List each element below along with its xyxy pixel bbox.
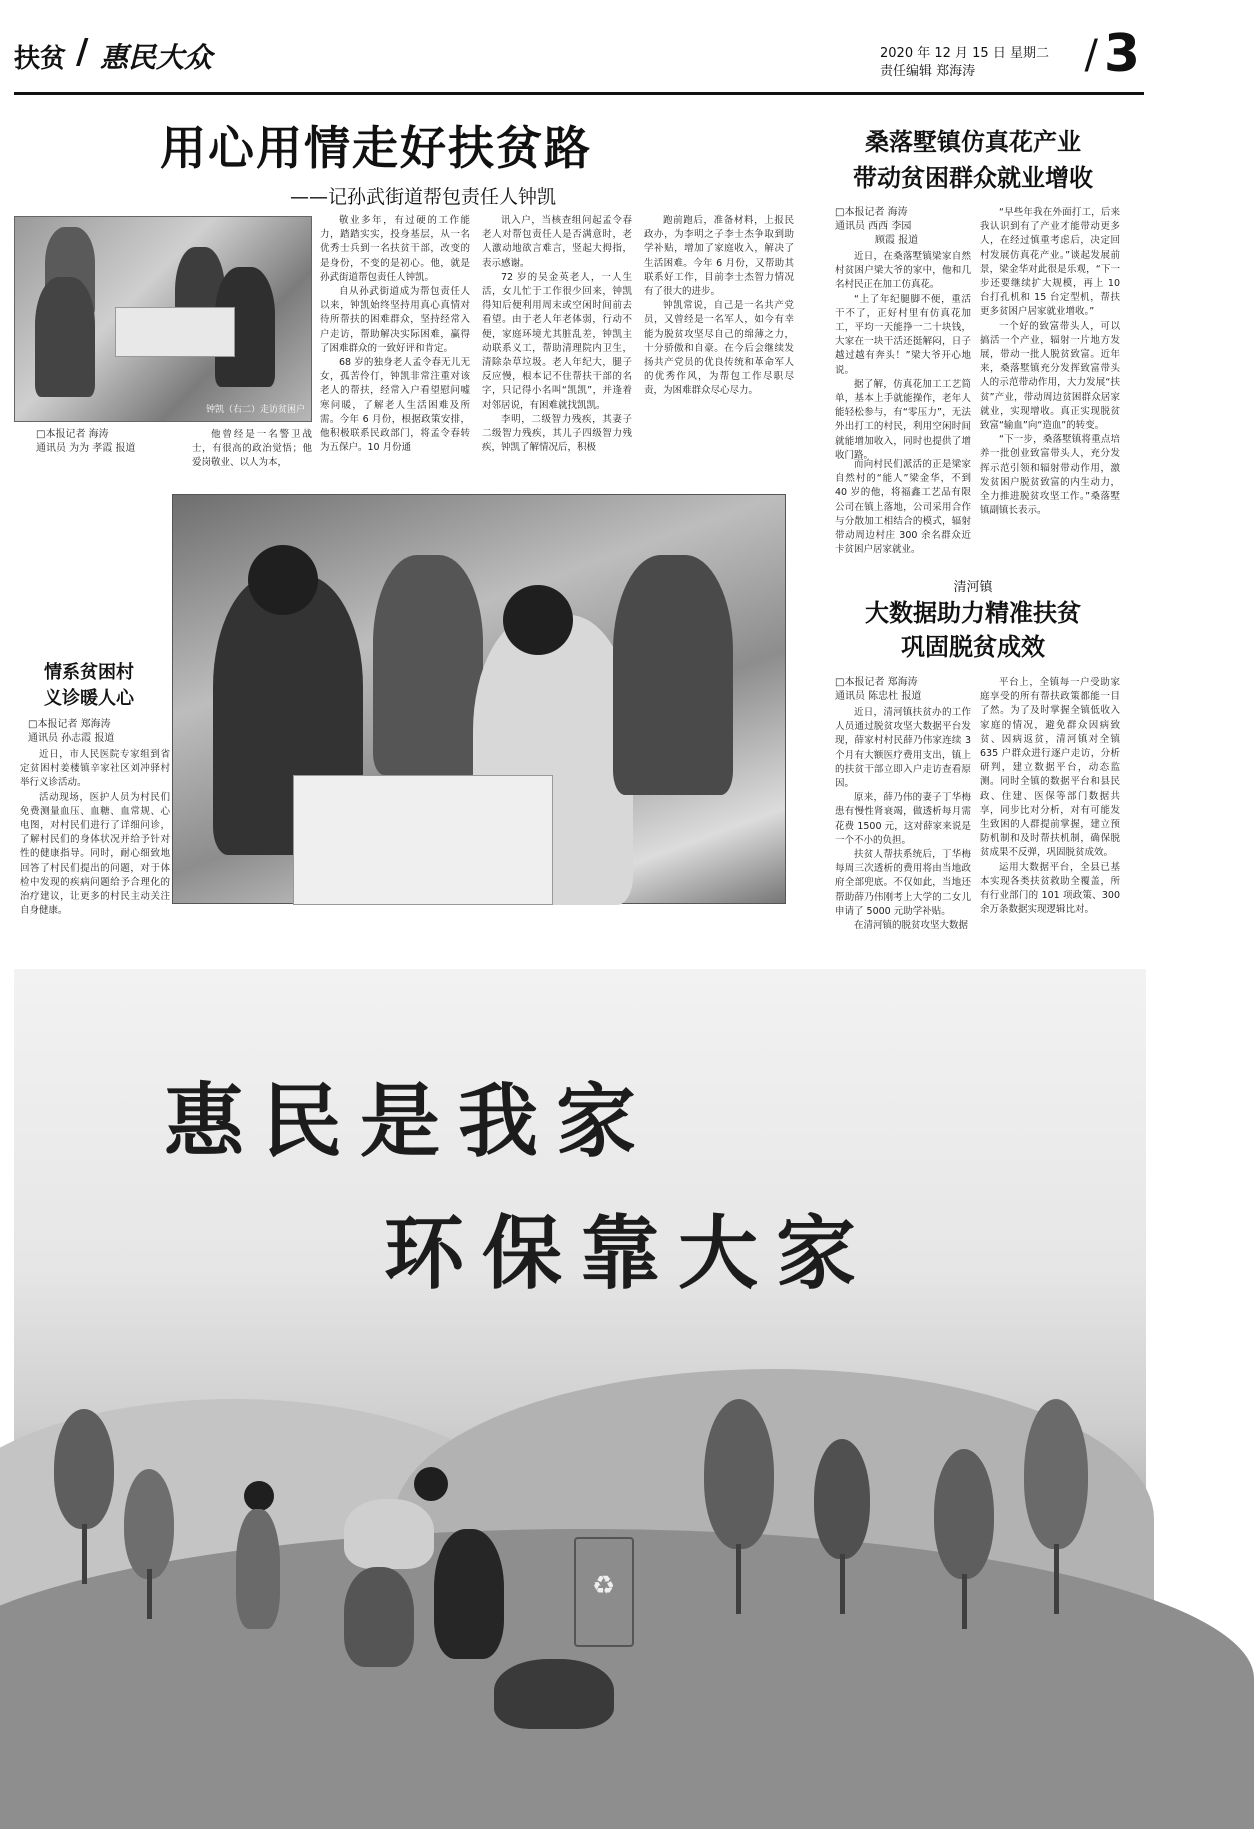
main-byline — [36, 428, 186, 456]
issue-editor: 责任编辑 郑海涛 — [880, 64, 976, 79]
paragraph: 讯入户，当核查组问起孟令春老人对帮包责任人是否满意时，老人激动地欲言难言，竖起大拇指，表示感谢。 — [482, 215, 632, 269]
photo-figure — [373, 555, 483, 775]
headline-line: 大数据助力精准扶贫 — [865, 599, 1081, 627]
person-head — [414, 1467, 448, 1501]
header-rule — [14, 92, 1144, 95]
paragraph: “下一步，桑落墅镇将重点培养一批创业致富带头人，充分发挥示范引领和辐射带动作用，激发贫困户脱贫致富的内生动力，全力推进脱贫攻坚工作。”桑落墅镇副镇长表示。 — [980, 434, 1120, 517]
photo-head — [503, 585, 573, 655]
photo-table — [115, 307, 235, 357]
right-article-1-column-c — [980, 206, 1120, 548]
right-article-1-headline — [828, 124, 1118, 196]
tree-trunk — [147, 1569, 152, 1619]
paragraph: 扶贫人帮扶系统后，丁华梅每周三次透析的费用将由当地政府全部兜底。不仅如此，当地还帮助薛乃伟刚考上大学的二女儿申请了 5000 元助学补贴。 — [835, 849, 971, 917]
paragraph: 近日，市人民医院专家组到省定贫困村姜楼镇辛家社区刘冲驿村举行义诊活动。 — [20, 749, 170, 789]
right-article-2-column-b — [980, 676, 1120, 934]
byline-correspondent: 通讯员 孙志霞 报道 — [28, 733, 115, 744]
headline-line: 情系贫困村 — [44, 662, 134, 683]
byline-reporter: □本报记者 郑海涛 — [835, 677, 918, 688]
main-photo — [14, 216, 312, 422]
tree-trunk — [82, 1524, 87, 1584]
headline-line: 义诊暖人心 — [44, 688, 134, 709]
left-article-body — [20, 748, 170, 917]
tree-trunk — [840, 1554, 845, 1614]
byline-correspondent: 通讯员 西西 李园 — [835, 221, 912, 232]
right-article-2-kicker: 清河镇 — [953, 580, 993, 595]
byline-correspondent: 通讯员 为为 孝霞 报道 — [36, 443, 136, 454]
poster-slogan-line-2: 环保靠大家 — [384, 1206, 874, 1300]
paragraph: 在清河镇的脱贫攻坚大数据 — [854, 920, 969, 932]
tree — [1024, 1399, 1088, 1549]
tree — [814, 1439, 870, 1559]
tree-trunk — [962, 1574, 967, 1629]
right-article-1-byline — [835, 206, 971, 248]
main-column-1: 他曾经是一名警卫战士，有很高的政治觉悟；他爱岗敬业、以人为本， — [192, 429, 312, 469]
photo-head — [248, 545, 318, 615]
adult-figure — [344, 1567, 414, 1667]
adult-figure — [344, 1499, 434, 1569]
tree — [54, 1409, 114, 1529]
clinic-photo — [172, 494, 786, 904]
paragraph: 敬业多年，有过硬的工作能力，踏踏实实，投身基层，从一名优秀士兵到一名扶贫干部，改变的是身份，不变的是初心。他，就是孙武街道帮包责任人钟凯。 — [320, 215, 470, 283]
headline-line: 带动贫困群众就业增收 — [853, 164, 1093, 192]
page-number: 3 — [1103, 24, 1140, 84]
left-article-byline — [28, 718, 168, 746]
paragraph: 近日，在桑落墅镇梁家自然村贫困户梁大爷的家中，他和几名村民正在加工仿真花。 — [835, 251, 971, 291]
right-article-1-column-a — [835, 250, 971, 461]
main-column-2 — [320, 214, 470, 484]
paragraph: 钟凯常说，自己是一名共产党员，又曾经是一名军人，如今有幸能为脱贫攻坚尽自己的绵薄之力，十分骄傲和自豪。在今后会继续发扬共产党员的优良传统和革命军人的优秀作风，为帮包工作尽职尽责，为困难群众尽心尽力。 — [644, 300, 794, 397]
photo-figure — [35, 277, 95, 397]
child-figure — [236, 1509, 280, 1629]
tree — [124, 1469, 174, 1579]
tree — [934, 1449, 994, 1579]
masthead — [14, 24, 1144, 86]
paragraph: 一个好的致富带头人，可以搞活一个产业，辐射一片地方发展，带动一批人脱贫致富。近年来，桑落墅镇充分发挥致富带头人的示范带动作用，大力发展“扶贫”产业，带动周边贫困群众居家就业，实现增收。真正实现脱贫致富“输血”向“造血”的转变。 — [980, 320, 1120, 432]
paragraph: 据了解，仿真花加工工艺简单，基本上手就能操作，老年人能轻松参与，有“零压力”，无法外出打工的村民，利用空闲时间就能增加收入，同时也提供了增收门路。 — [835, 378, 971, 461]
poster-slogan-line-1: 惠民是我家 — [164, 1074, 654, 1168]
byline-correspondent: 顾霞 报道 — [875, 235, 919, 246]
byline-reporter: □本报记者 郑海涛 — [28, 719, 111, 730]
tree — [704, 1399, 774, 1549]
main-headline: 用心用情走好扶贫路 — [160, 121, 592, 175]
headline-line: 巩固脱贫成效 — [901, 633, 1045, 661]
photo-caption: 钟凯（右二）走访贫困户 — [205, 405, 305, 415]
paragraph: 近日，清河镇扶贫办的工作人员通过脱贫攻坚大数据平台发现，薛家村村民薛乃伟家连续 3 个月有大额医疗费用支出，镇上的扶贫干部立即入户走访查看原因。 — [835, 707, 971, 790]
right-article-2-headline — [828, 596, 1118, 664]
right-article-2-column-a — [835, 706, 971, 934]
headline-line: 桑落墅镇仿真花产业 — [865, 128, 1081, 156]
recycling-bin — [574, 1537, 634, 1647]
byline-correspondent: 通讯员 陈忠杜 报道 — [835, 691, 922, 702]
section-divider: / — [76, 32, 89, 72]
page-divider: / — [1084, 32, 1098, 78]
main-subhead: ——记孙武街道帮包责任人钟凯 — [290, 186, 557, 208]
main-column-4 — [644, 214, 794, 414]
recycle-icon: ♻ — [592, 1571, 616, 1601]
environmental-poster — [14, 969, 1146, 1751]
paragraph: 运用大数据平台，全县已基本实现各类扶贫救助全覆盖，所有行业部门的 101 项政策、300 余万条数据实现逻辑比对。 — [980, 861, 1120, 916]
paragraph: 68 岁的独身老人孟令春无儿无女，孤苦伶仃，钟凯非常注重对该老人的帮扶，经常入户看望慰问嘘寒问暖，了解老人生活困难及所需。今年 6 月份，根据政策安排，他积极联系民政部门，将孟令春转为五保户。10 月份通 — [320, 357, 470, 454]
paragraph: 活动现场，医护人员为村民们免费测量血压、血糖、血常规、心电图，对村民们进行了详细问诊，了解村民们的身体状况并给予针对性的健康指导。同时，耐心细致地回答了村民们提出的问题，对于体检中发现的疾病问题给予合理化的治疗建议，让更多的村民主动关注自身健康。 — [20, 791, 170, 917]
girl-figure — [434, 1529, 504, 1659]
right-article-2-byline — [835, 676, 971, 704]
left-article-headline — [14, 660, 164, 712]
tree-trunk — [736, 1544, 741, 1614]
paragraph: “早些年我在外面打工，后来我认识到有了产业才能带动更多人，在经过慎重考虑后，决定回村发展仿真花产业。”谈起发展前景，梁金华对此很是乐观，“下一步还要继续扩大规模，再上 10 台打孔机和 15 台定型机，帮扶更多贫困户居家就业增收。” — [980, 207, 1120, 318]
paper-logo: 惠民大众 — [100, 41, 213, 74]
kneeling-figure — [494, 1659, 614, 1729]
right-article-1-column-b — [835, 458, 971, 556]
issue-date: 2020 年 12 月 15 日 星期二 — [880, 46, 1049, 61]
paragraph: 平台上，全镇每一户受助家庭享受的所有帮扶政策都能一目了然。为了及时掌握全镇低收入家庭的情况，避免群众因病致贫、因病返贫，清河镇对全镇 635 户群众进行逐户走访，分析研判，建立数据平台，动态监测。同时全镇的数据平台和县民政、住建、医保等部门数据共享，同步比对分析，对有可能发生致困的人群提前掌握，建立预防机制和及时帮扶机制，确保脱贫成果不反弹，巩固脱贫成效。 — [980, 677, 1120, 859]
paragraph: 而向村民们派活的正是梁家自然村的“能人”梁金华，不到 40 岁的他，将福鑫工艺品有限公司在镇上落地，公司采用合作与分散加工相结合的模式，辐射带动周边村庄 300 余名群众近卡贫困户居家就业。 — [835, 459, 971, 556]
paragraph: 72 岁的吴金英老人，一人生活，女儿忙于工作很少回来，钟凯得知后便利用周末或空闲时间前去看望。由于老人年老体弱，行动不便，家庭环境尤其脏乱差，钟凯主动联系义工，帮助清理院内卫生，清除杂草垃圾。老人年纪大，腿子反应慢，根本记不住帮扶干部的名字，只记得小名叫“凯凯”，并逢着对邻居说，有困难就找凯凯。 — [482, 271, 632, 411]
paragraph: 跑前跑后，准备材料，上报民政办，为李明之子李士杰争取到助学补贴，增加了家庭收入，解决了生活困难。今年 6 月份，又帮助其联系好工作，目前李士杰智力情况有了很大的进步。 — [644, 215, 794, 298]
photo-table — [293, 775, 553, 905]
byline-reporter: □本报记者 海涛 — [835, 207, 908, 218]
tree-trunk — [1054, 1544, 1059, 1614]
paragraph: 原来，薛乃伟的妻子丁华梅患有慢性肾衰竭，做透析每月需花费 1500 元，这对薛家来说是一个不小的负担。 — [835, 792, 971, 846]
section-name: 扶贫 — [14, 44, 67, 74]
paragraph: 自从孙武街道成为帮包责任人以来，钟凯始终坚持用真心真情对待所帮扶的困难群众，坚持经常入户走访，帮助解决实际困难，赢得了困难群众的一致好评和肯定。 — [320, 286, 470, 354]
paragraph: 李明，二级智力残疾，其妻子二级智力残疾，其儿子四级智力残疾，钟凯了解情况后，积极 — [482, 413, 632, 454]
person-head — [244, 1481, 274, 1511]
photo-figure — [613, 555, 733, 795]
main-column-3 — [482, 214, 632, 484]
byline-reporter: □本报记者 海涛 — [36, 429, 109, 440]
paragraph: “上了年纪腿脚不便，重活干不了，正好村里有仿真花加工，平均一天能挣一二十块钱，大家在一块干活还挺解闷，日子越过越有奔头！”梁大爷开心地说。 — [835, 293, 971, 376]
